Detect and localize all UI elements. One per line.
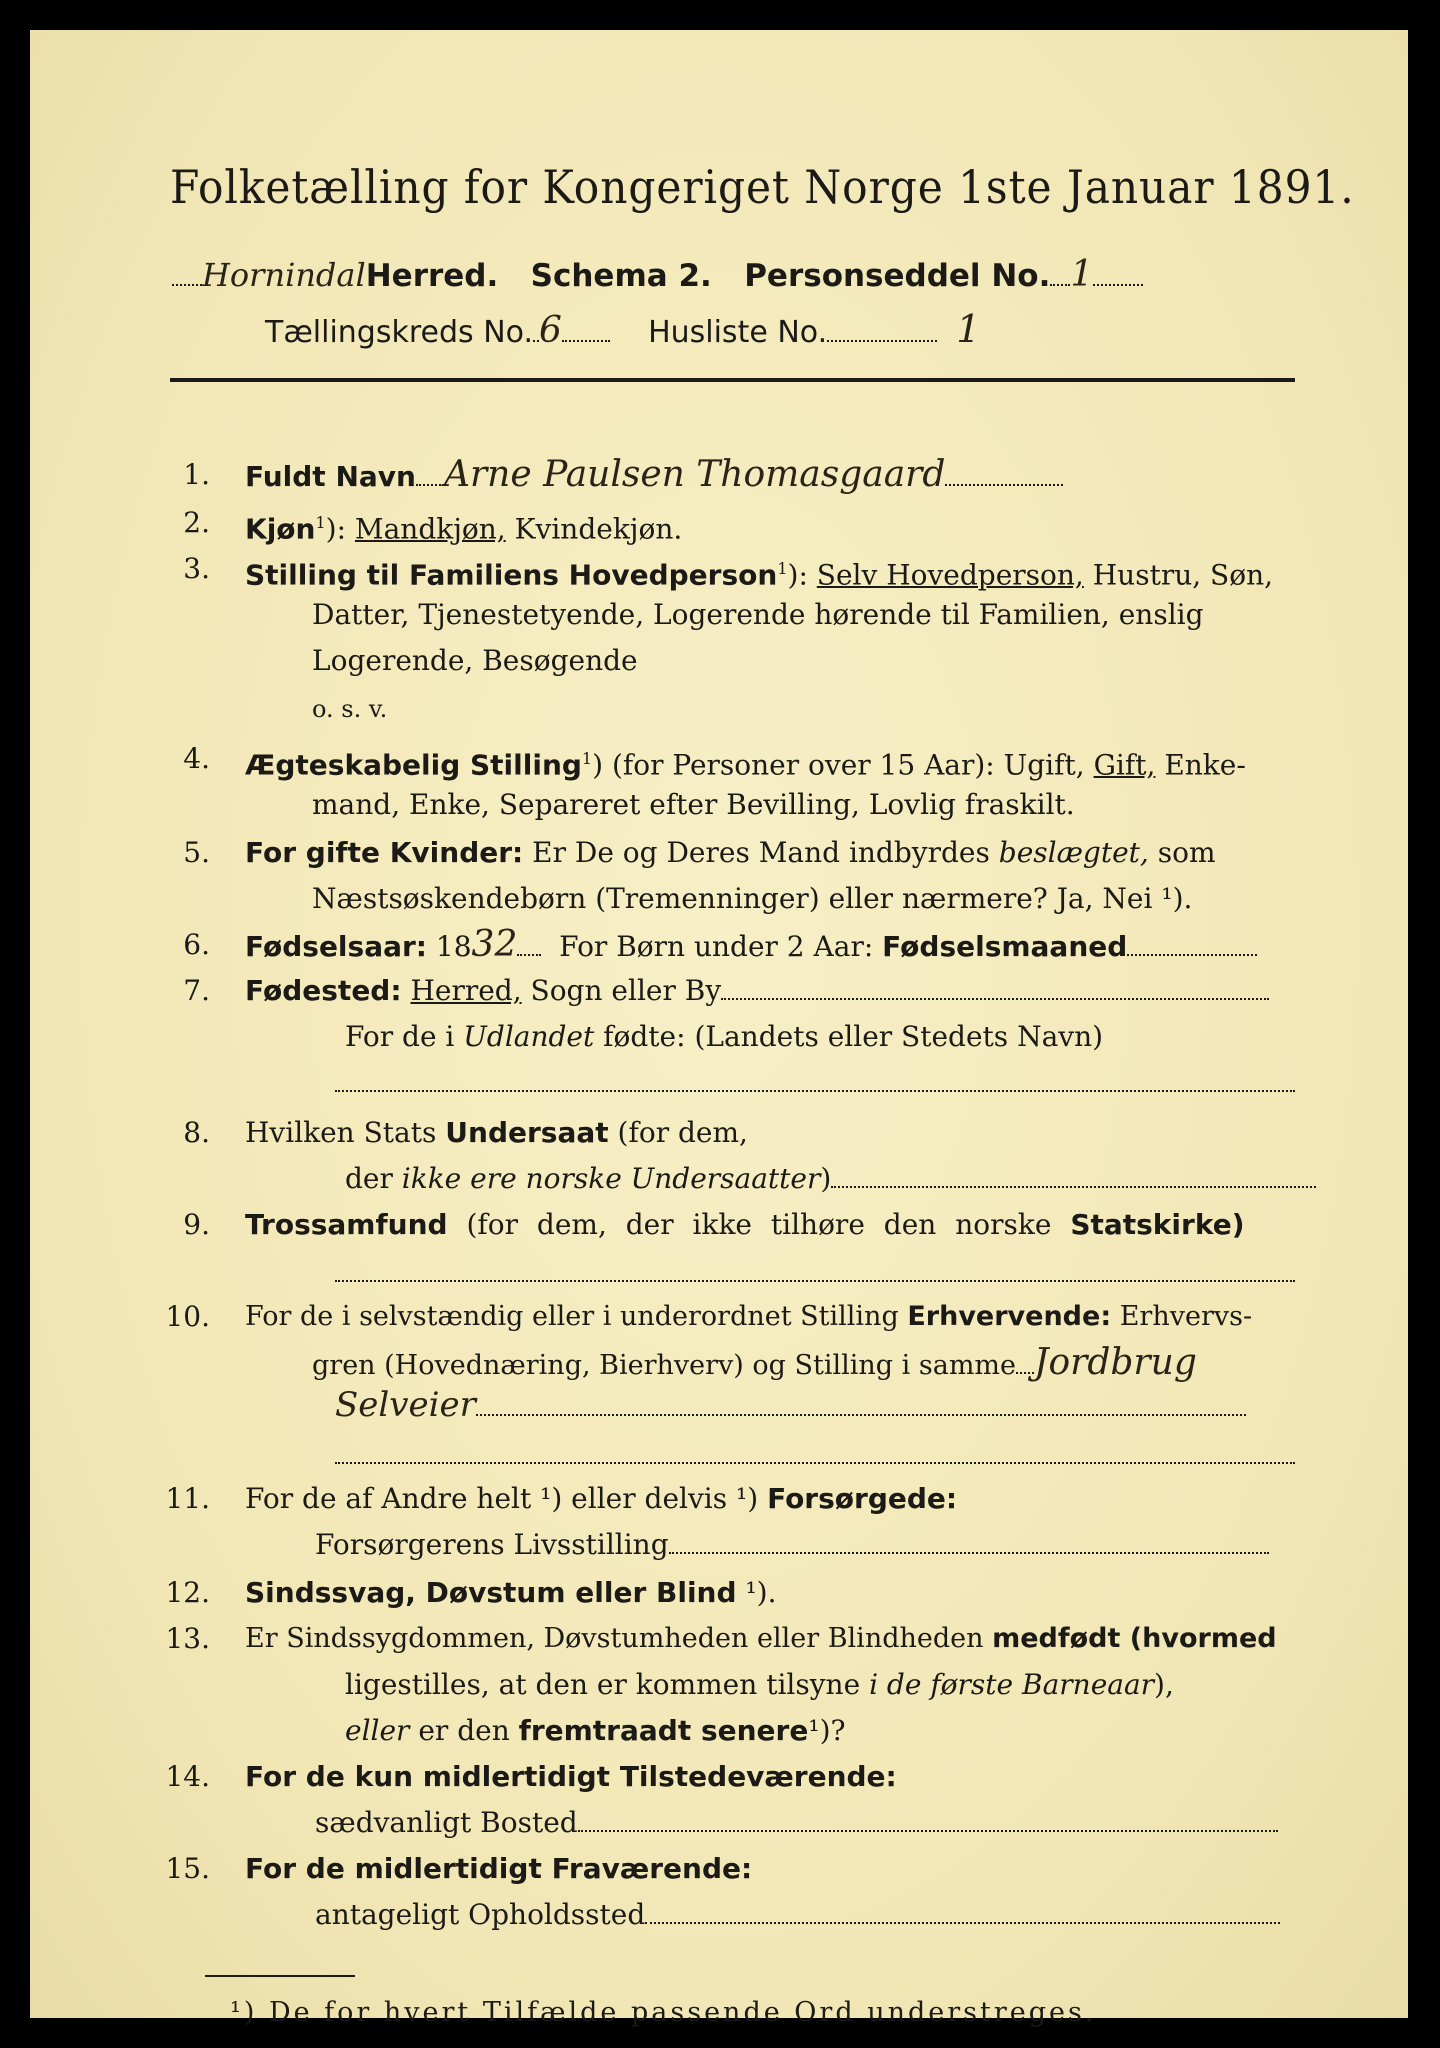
forsorgede-label: Forsørgede: (767, 1482, 958, 1515)
schema-label: Schema 2. (530, 258, 712, 294)
aegteskab-option: Ugift, (1003, 748, 1085, 782)
fodested-options: Sogn eller By (530, 974, 722, 1007)
erhverv-text-2: Erhvervs- (1119, 1301, 1253, 1332)
husliste-label: Husliste No. (648, 315, 828, 350)
aegteskab-option: Enke- (1164, 748, 1246, 782)
footnote-mark: 1 (315, 513, 326, 532)
item-number: 13. (165, 1622, 210, 1655)
undersaat-line-prefix: der (345, 1162, 393, 1195)
statskirke-label: Statskirke) (1070, 1208, 1245, 1241)
medfodt-line-2: ligestilles, at den er kommen tilsyne (345, 1668, 861, 1701)
senere-label: fremtraadt senere (518, 1714, 809, 1747)
undersaat-text: Hvilken Stats (245, 1116, 437, 1149)
gifte-kvinder-question-end: som (1157, 836, 1216, 869)
fodselsaar-handwritten: 32 (471, 924, 518, 965)
herred-handwritten: Hornindal (202, 256, 366, 294)
item-number: 12. (165, 1576, 210, 1609)
sindssvag-label: Sindssvag, Døvstum eller Blind (245, 1576, 737, 1609)
item-number: 9. (183, 1208, 210, 1241)
gifte-kvinder-question-2: Næstsøskendebørn (Tremenninger) eller nærmere? Ja, Nei ¹). (312, 882, 1193, 915)
trossamfund-label: Trossamfund (245, 1208, 448, 1241)
stilling-options-2: Datter, Tjenestetyende, Logerende hørende til Familien, enslig (312, 598, 1204, 631)
erhverv-label: Erhvervende: (907, 1301, 1112, 1332)
stilling-osv: o. s. v. (312, 695, 388, 723)
tilstedevaerende-label: For de kun midlertidigt Tilstedeværende: (245, 1760, 897, 1793)
stilling-option-selected: Selv Hovedperson, (816, 558, 1084, 592)
gifte-kvinder-question: Er De og Deres Mand indbyrdes (532, 836, 990, 869)
item-number: 8. (183, 1116, 210, 1149)
aegteskab-label: Ægteskabelig Stilling (245, 748, 582, 782)
gifte-kvinder-label: For gifte Kvinder: (245, 836, 524, 869)
forsorgede-text: For de af Andre helt ¹) eller delvis ¹) (245, 1482, 759, 1515)
item-number: 6. (183, 928, 210, 961)
erhverv-line-2: gren (Hovednæring, Bierhverv) og Stilling i samme (312, 1350, 1017, 1381)
husliste-handwritten: 1 (956, 307, 981, 351)
aegteskab-options-2: mand, Enke, Separeret efter Bevilling, Lovlig fraskilt. (312, 788, 1075, 821)
udland-prefix: For de i (345, 1020, 455, 1053)
fodested-label: Fødested: (245, 974, 402, 1007)
stilling-options-3: Logerende, Besøgende (312, 644, 638, 677)
erhverv-handwritten-2: Selveier (335, 1385, 476, 1425)
kjon-option-selected: Mandkjøn, (354, 512, 506, 546)
erhverv-handwritten-1: Jordbrug (1034, 1342, 1197, 1383)
undersaat-label: Undersaat (445, 1116, 609, 1149)
item-number: 7. (183, 974, 210, 1007)
kjon-option: Kvindekjøn. (514, 512, 683, 546)
medfodt-text: Er Sindssygdommen, Døvstumheden eller Blindheden (245, 1623, 984, 1654)
footnote-mark: ¹)? (808, 1714, 846, 1747)
page-title: Folketælling for Kongeriget Norge 1ste Januar 1891. (170, 160, 1355, 214)
bosted-label: sædvanligt Bosted (315, 1806, 578, 1839)
gifte-kvinder-italic: beslægtet, (998, 836, 1149, 869)
footnote-mark: 1 (777, 559, 788, 578)
fodested-option-selected: Herred, (410, 974, 522, 1007)
item-number: 1. (183, 458, 210, 491)
senere-text: er den (418, 1714, 510, 1747)
undersaat-note: (for dem, (617, 1116, 748, 1149)
erhverv-text: For de i selvstændig eller i underordnet Stilling (245, 1301, 899, 1332)
fuldt-navn-handwritten: Arne Paulsen Thomasgaard (443, 454, 946, 495)
item-number: 15. (165, 1852, 210, 1885)
medfodt-line-2-end: ), (1154, 1668, 1174, 1701)
kreds-label: Tællingskreds No. (265, 315, 533, 350)
herred-label: Herred. (365, 258, 499, 294)
fravaerende-label: For de midlertidigt Fraværende: (245, 1852, 753, 1885)
item-number: 4. (183, 742, 210, 775)
medfodt-italic: i de første Barneaar (869, 1668, 1155, 1701)
udland-italic: Udlandet (463, 1020, 595, 1053)
aegteskab-note: (for Personer over 15 Aar): (611, 748, 995, 782)
fodselsmaaned-label: Fødselsmaaned (882, 930, 1128, 963)
item-number: 5. (183, 836, 210, 869)
kjon-label: Kjøn (245, 512, 316, 546)
udland-text: fødte: (Landets eller Stedets Navn) (603, 1020, 1104, 1053)
footnote-rule (205, 1975, 355, 1977)
senere-italic: eller (345, 1714, 410, 1747)
aegteskab-option-selected: Gift, (1093, 748, 1156, 782)
item-number: 2. (183, 506, 210, 539)
fodselsmaaned-note: For Børn under 2 Aar: (559, 930, 874, 963)
trossamfund-note: (for dem, der ikke tilhøre den norske (466, 1208, 1052, 1241)
footnote-mark: 1 (581, 749, 593, 768)
opholdssted-label: antageligt Opholdssted (315, 1898, 646, 1931)
footnote-text: ¹) De for hvert Tilfælde passende Ord understreges. (230, 1997, 1097, 2028)
undersaat-italic: ikke ere norske Undersaatter (401, 1162, 821, 1195)
footnote-mark: ¹). (745, 1576, 777, 1609)
census-form-sheet: Folketælling for Kongeriget Norge 1ste Januar 1891. HornindalHerred. Schema 2. Personseddel No. 1 Tællingskreds No. 6 Husliste No. 1 1. Fuldt Navn Arne Paulsen Thomasgaard 2. Kjøn$^1$): Mandkjøn, Kvindekjøn. 3. Stilling til Familiens Hovedperson$^1$): Selv Hovedperson, Hustru, Søn, Datter, Tjenestetyende, Logerende hørende til Familien, enslig Logerende, Besøgende o. s. v. 4. Ægteskabelig Stilling$^1$) (for Personer over 15 Aar): Ugift, Gift, Enke- mand, Enke, Separeret efter Bevilling, Lovlig fraskilt. 5. For gifte Kvinder: Er De og Deres Mand indbyrdes beslægtet, som Næstsøskendebørn (Tremenninger) eller nærmere? Ja, Nei ¹). 6. Fødselsaar: 1832 For Børn under 2 Aar: Fødselsmaaned 7. Fødested: Herred, Sogn eller By For de i Udlandet fødte: (Landets eller Stedets Navn) 8. Hvilken Stats Undersaat (for dem, der ikke ere norske Undersaatter) 9. Trossamfund (for dem, der ikke tilhøre den norske Statskirke) 10. For de i selvstændig eller i underordnet Stilling Erhvervende: Erhvervs- gren (Hovednæring, Bierhverv) og Stilling i samme Jordbrug Selveier 11. For de af Andre helt ¹) eller delvis ¹) Forsørgede: Forsørgerens Livsstilling 12. Sindssvag, Døvstum eller Blind ¹). 13. Er Sindssygdommen, Døvstumheden eller Blindheden medfødt (hvormed ligestilles, at den er kommen tilsyne i de første Barneaar), eller er den fremtraadt senere¹)? 14. For de kun midlertidigt Tilstedeværende: sædvanligt Bosted 15. For de midlertidigt Fraværende: antageligt Opholdssted ¹) De for hvert Tilfælde passende Ord understreges. (30, 30, 1408, 2018)
fuldt-navn-label: Fuldt Navn (245, 460, 416, 493)
item-number: 14. (165, 1760, 210, 1793)
kreds-handwritten: 6 (539, 310, 562, 351)
fodselsaar-prefix: 18 (435, 930, 472, 963)
medfodt-label: medfødt (hvormed (992, 1623, 1277, 1654)
personseddel-handwritten: 1 (1070, 254, 1094, 295)
fodselsaar-label: Fødselsaar: (245, 930, 427, 963)
forsorger-label: Forsørgerens Livsstilling (315, 1528, 669, 1561)
stilling-options: Hustru, Søn, (1092, 558, 1274, 592)
stilling-label: Stilling til Familiens Hovedperson (245, 558, 778, 592)
item-number: 10. (165, 1300, 210, 1333)
header-rule (170, 378, 1295, 382)
item-number: 3. (183, 552, 210, 585)
personseddel-label: Personseddel No. (744, 258, 1051, 294)
item-number: 11. (165, 1482, 210, 1515)
